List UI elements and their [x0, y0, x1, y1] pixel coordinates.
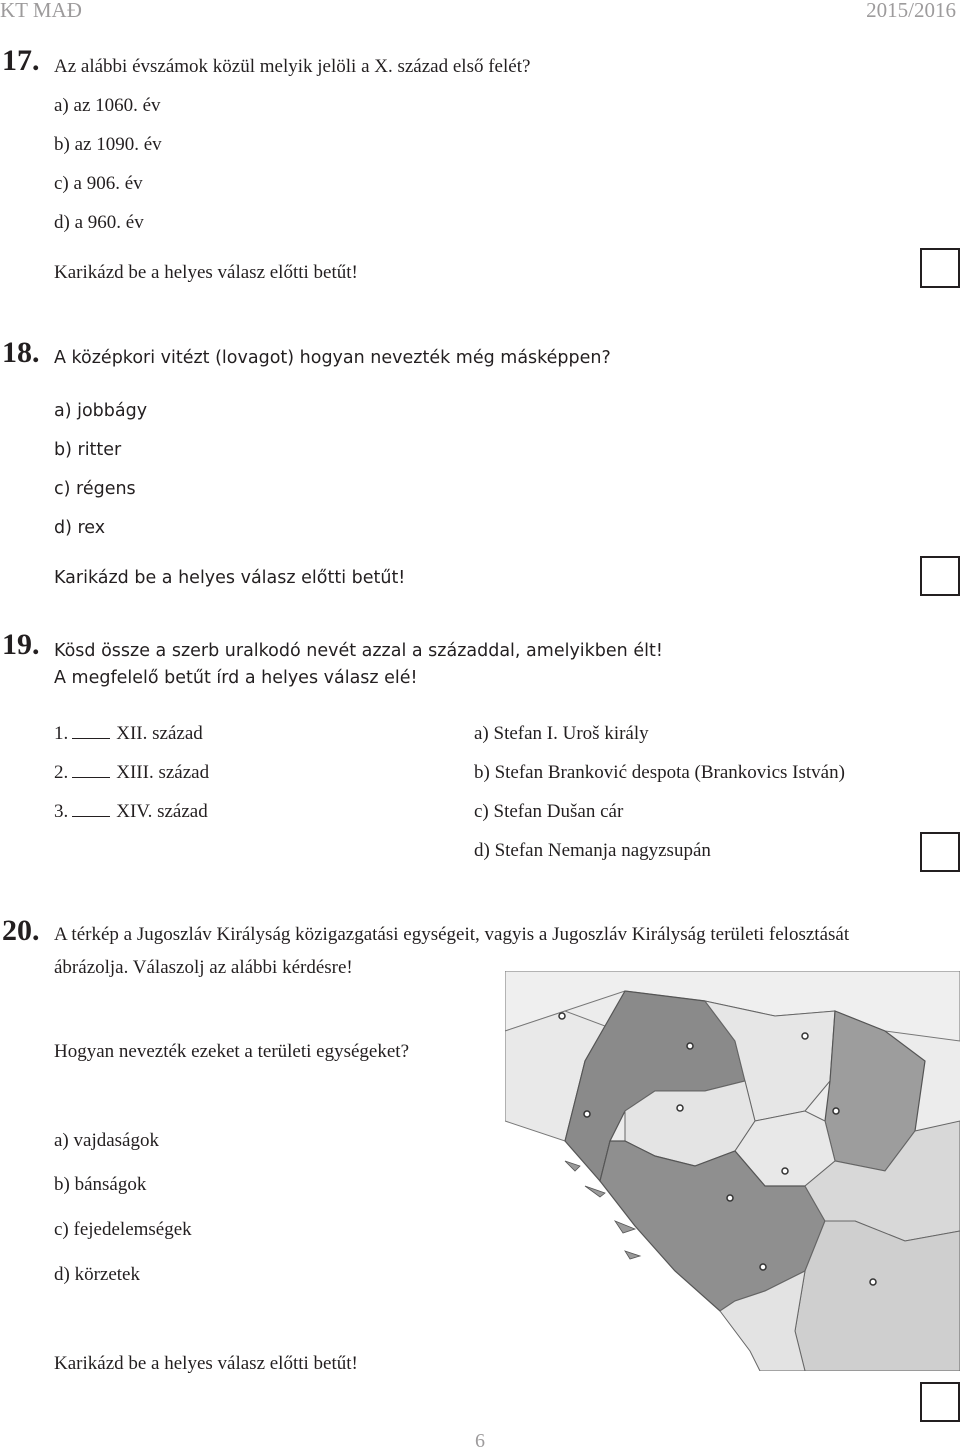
q17-option-b[interactable]: b) az 1090. év [54, 134, 162, 155]
question-19-line1: Kösd össze a szerb uralkodó nevét azzal a századdal, amelyikben élt! [54, 641, 663, 661]
q17-instruction: Karikázd be a helyes válasz előtti betűt! [54, 262, 358, 283]
q17-answer-box[interactable] [920, 248, 960, 288]
q19-right-item-d: d) Stefan Nemanja nagyzsupán [474, 840, 711, 861]
q20-option-a[interactable]: a) vajdaságok [54, 1130, 159, 1151]
question-18-text: A középkori vitézt (lovagot) hogyan nevezték még másképpen? [54, 348, 611, 368]
q19-left-num: 3. [54, 801, 69, 822]
q17-option-c[interactable]: c) a 906. év [54, 173, 143, 194]
q19-left-num: 2. [54, 762, 69, 783]
answer-blank[interactable] [72, 737, 110, 739]
q19-answer-box[interactable] [920, 832, 960, 872]
map-image [505, 971, 960, 1371]
q19-right-item-b: b) Stefan Branković despota (Brankovics István) [474, 762, 845, 783]
q19-right-item-a: a) Stefan I. Uroš király [474, 723, 649, 744]
q20-option-c[interactable]: c) fejedelemségek [54, 1219, 192, 1240]
header-school: KT MAĐ [0, 0, 82, 22]
q18-option-a[interactable]: a) jobbágy [54, 401, 148, 421]
question-19-number: 19. [2, 628, 40, 661]
q19-left-label: XIII. század [116, 762, 210, 783]
q20-instruction: Karikázd be a helyes válasz előtti betűt! [54, 1353, 358, 1374]
q19-right-item-c: c) Stefan Dušan cár [474, 801, 624, 822]
q19-left-num: 1. [54, 723, 69, 744]
q19-left-item-2[interactable] [54, 762, 209, 784]
page-number: 6 [475, 1430, 485, 1452]
q20-option-b[interactable]: b) bánságok [54, 1174, 147, 1195]
q18-option-c[interactable]: c) régens [54, 479, 136, 499]
q17-option-d[interactable]: d) a 960. év [54, 212, 144, 233]
question-20-line2: ábrázolja. Válaszolj az alábbi kérdésre! [54, 957, 353, 978]
header-year: 2015/2016 [866, 0, 956, 22]
question-20-line1: A térkép a Jugoszláv Királyság közigazgatási egységeit, vagyis a Jugoszláv Királyság területi felosztását [54, 924, 850, 945]
q20-option-d[interactable]: d) körzetek [54, 1264, 140, 1285]
q19-left-label: XIV. század [116, 801, 208, 822]
q19-left-item-3[interactable] [54, 801, 208, 823]
q17-option-a[interactable]: a) az 1060. év [54, 95, 161, 116]
question-17-number: 17. [2, 44, 40, 77]
answer-blank[interactable] [72, 815, 110, 817]
q19-left-item-1[interactable] [54, 723, 203, 745]
q19-left-label: XII. század [116, 723, 203, 744]
q20-answer-box[interactable] [920, 1382, 960, 1422]
q18-instruction: Karikázd be a helyes válasz előtti betűt! [54, 568, 406, 588]
q20-sub-question: Hogyan nevezték ezeket a területi egységeket? [54, 1041, 410, 1062]
q18-answer-box[interactable] [920, 556, 960, 596]
yugoslavia-map [505, 971, 960, 1371]
q18-option-d[interactable]: d) rex [54, 518, 106, 538]
q18-option-b[interactable]: b) ritter [54, 440, 122, 460]
question-20-number: 20. [2, 914, 40, 947]
question-19-line2: A megfelelő betűt írd a helyes válasz elé! [54, 668, 418, 688]
answer-blank[interactable] [72, 776, 110, 778]
question-18-number: 18. [2, 336, 40, 369]
question-17-text: Az alábbi évszámok közül melyik jelöli a X. század első felét? [54, 56, 531, 77]
